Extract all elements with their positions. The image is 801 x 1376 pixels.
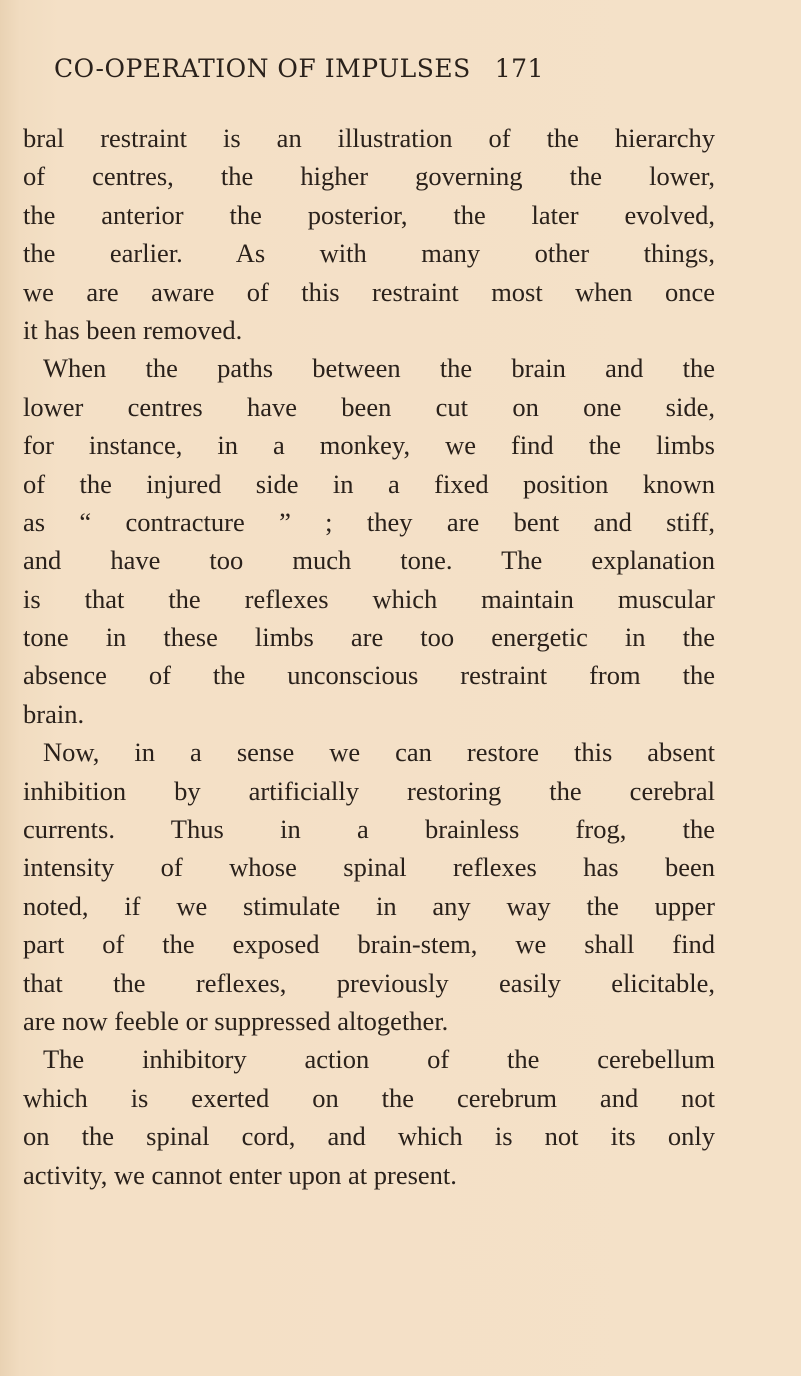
text-line: bral restraint is an illustration of the hierarchy [23,123,715,153]
text-line: for instance, in a monkey, we find the limbs [23,430,715,461]
text-line: of centres, the higher governing the lower, [23,161,715,192]
text-line: it has been removed. [23,314,243,345]
text-line: lower centres have been cut on one side, [23,391,715,422]
running-title: CO-OPERATION OF IMPULSES [54,54,471,83]
page-number: 171 [494,54,544,83]
running-head [54,54,544,83]
body-text [23,119,715,1194]
text-line: When the paths between the brain and the [43,353,715,384]
text-line: are now feeble or suppressed altogether. [23,1005,449,1036]
text-line: that the reflexes, previously easily elicitable, [23,967,715,998]
text-line: is that the reflexes which maintain muscular [23,583,715,614]
text-line: currents. Thus in a brainless frog, the [23,814,715,845]
paragraph [23,733,715,1040]
text-line: of the injured side in a fixed position known [23,468,715,499]
text-line: intensity of whose spinal reflexes has been [23,852,715,883]
text-line: activity, we cannot enter upon at present. [23,1159,457,1190]
text-line: we are aware of this restraint most when once [23,276,715,307]
text-line: which is exerted on the cerebrum and not [23,1082,715,1113]
text-line: and have too much tone. The explanation [23,545,715,576]
text-line: the anterior the posterior, the later evolved, [23,199,715,230]
text-line: on the spinal cord, and which is not its only [23,1121,715,1152]
text-line: Now, in a sense we can restore this absent [43,737,715,768]
text-line: brain. [23,698,85,729]
text-line: the earlier. As with many other things, [23,238,715,269]
text-line: noted, if we stimulate in any way the upper [23,890,715,921]
paragraph [23,119,715,349]
text-line: as “ contracture ” ; they are bent and stiff, [23,506,715,537]
text-line: tone in these limbs are too energetic in the [23,622,715,653]
text-line: The inhibitory action of the cerebellum [43,1044,715,1075]
paragraph [23,1040,715,1194]
paragraph [23,349,715,733]
text-line: part of the exposed brain-stem, we shall find [23,929,715,960]
text-line: inhibition by artificially restoring the cerebral [23,775,715,806]
text-line: absence of the unconscious restraint from the [23,660,715,691]
